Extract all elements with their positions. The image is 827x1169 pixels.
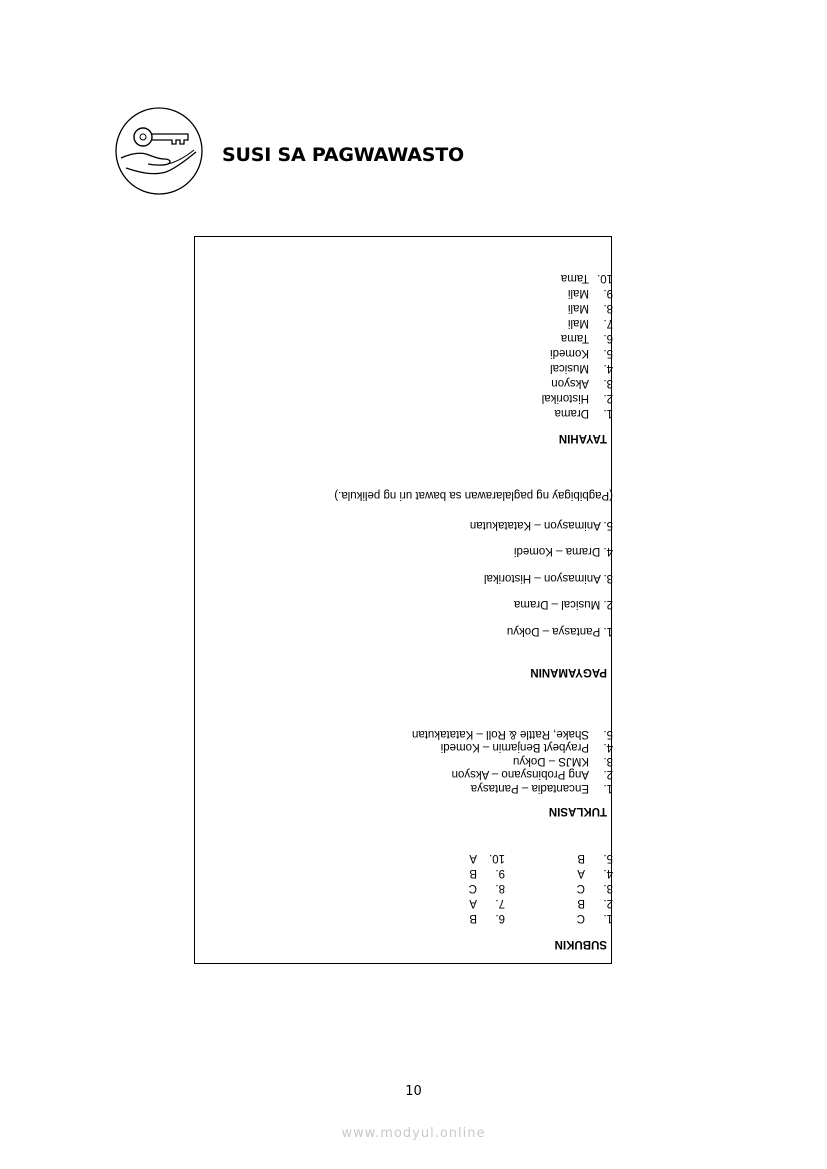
item-number: 10. [489,852,505,864]
item-answer: A [469,852,477,864]
item-answer: Mali [567,317,589,329]
subukin-item [469,880,505,895]
subukin-item [577,895,613,910]
item-answer: B [577,852,585,864]
pagyamanin-item: 3. Animasyon – Historikal [483,572,613,584]
pagyamanin-heading: PAGYAMANIN [530,666,607,678]
tayahin-item [542,300,613,315]
item-number: 3. [603,377,613,389]
item-answer: B [577,897,585,909]
item-number: 2. [603,897,613,909]
subukin-item [577,880,613,895]
item-answer: Historikal [541,392,589,404]
item-number: 5. [603,852,613,864]
answer-key-box [194,236,612,964]
item-answer: Komedi [550,347,589,359]
item-number: 8. [603,302,613,314]
tayahin-item [542,405,613,420]
key-in-hand-icon [114,106,204,196]
pagyamanin-list [470,512,613,645]
item-answer: Tama [560,332,589,344]
subukin-column-2 [469,850,505,925]
item-number: 6. [603,332,613,344]
answer-key-content-rotated [195,237,613,965]
item-number: 1. [603,912,613,924]
tayahin-item [542,390,613,405]
tuklasin-item [412,781,613,795]
subukin-item [469,850,505,865]
tayahin-item [542,285,613,300]
pagyamanin-note: (Pagbibigay ng paglalarawan sa bawat uri ng pelikula.) [334,489,613,501]
pagyamanin-item: 1. Pantasya – Dokyu [506,625,613,637]
item-answer: C [468,882,477,894]
item-number: 2. [603,392,613,404]
pagyamanin-item: 4. Drama – Komedi [513,545,613,558]
item-number: 5. [603,347,613,359]
item-answer: Musical [550,362,589,374]
item-number: 9. [495,867,505,879]
item-answer: Mali [567,302,589,314]
item-answer: Ang Probinsyano – Aksyon [451,768,589,781]
item-answer: A [577,867,585,879]
tayahin-list [542,270,613,420]
item-number: 1. [603,782,613,794]
item-answer: C [576,912,585,924]
page-title: SUSI SA PAGWAWASTO [222,144,464,166]
item-number: 8. [495,882,505,894]
item-number: 3. [603,882,613,894]
subukin-item [469,895,505,910]
tuklasin-item [412,767,613,781]
tuklasin-heading: TUKLASIN [548,805,607,817]
item-number: 9. [603,287,613,299]
item-number: 7. [603,317,613,329]
subukin-item [469,865,505,880]
subukin-heading: SUBUKIN [554,938,607,950]
tuklasin-item [412,727,613,741]
subukin-column-1 [577,850,613,925]
tuklasin-list [412,727,613,795]
item-number: 4. [603,741,613,754]
pagyamanin-item: 5. Animasyon – Katatakutan [469,519,613,531]
item-number: 7. [495,897,505,909]
tuklasin-item [412,740,613,754]
tayahin-item [542,270,613,285]
item-answer: KMJS – Dokyu [512,755,589,767]
item-answer: Shake, Rattle & Roll – Katatakutan [411,728,589,740]
subukin-item [577,910,613,925]
subukin-item [577,850,613,865]
tayahin-item [542,375,613,390]
item-number: 5. [603,728,613,740]
subukin-item [469,910,505,925]
tuklasin-item [412,754,613,768]
item-answer: A [469,897,477,909]
item-answer: Praybeyt Benjamin – Komedi [440,741,589,754]
item-answer: Tama [560,272,589,284]
subukin-item [577,865,613,880]
item-number: 2. [603,768,613,781]
item-number: 3. [603,755,613,767]
item-number: 1. [603,407,613,419]
tayahin-item [542,360,613,375]
page-number: 10 [405,1084,422,1099]
watermark: www.modyul.online [341,1126,486,1141]
pagyamanin-item: 2. Musical – Drama [513,598,613,611]
item-answer: C [576,882,585,894]
item-answer: Mali [567,287,589,299]
tayahin-heading: TAYAHIN [558,432,607,444]
tayahin-item [542,315,613,330]
item-answer: Encantadia – Pantasya [470,782,589,794]
item-number: 4. [603,362,613,374]
item-number: 4. [603,867,613,879]
item-answer: B [469,867,477,879]
tayahin-item [542,345,613,360]
tayahin-item [542,330,613,345]
item-answer: Drama [554,407,589,419]
item-answer: B [469,912,477,924]
item-number: 10. [597,272,613,284]
item-number: 6. [495,912,505,924]
item-answer: Aksyon [551,377,589,389]
